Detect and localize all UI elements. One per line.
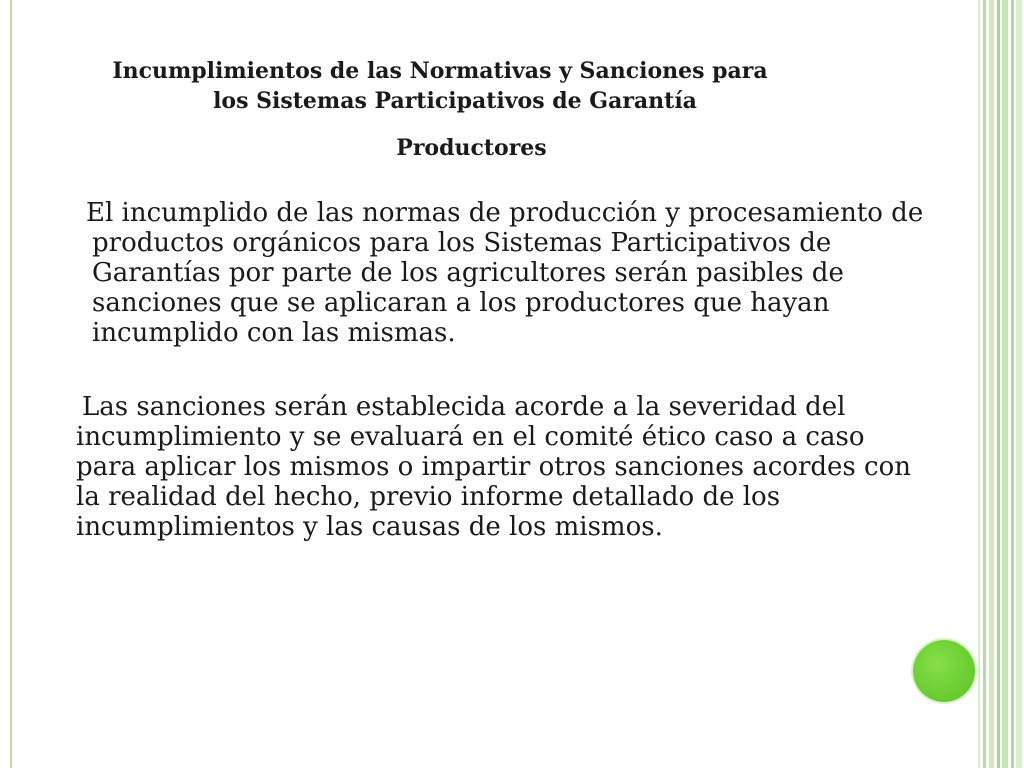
stripe <box>1011 0 1014 768</box>
green-circle-decoration <box>913 640 975 702</box>
stripe <box>989 0 994 768</box>
slide-title <box>60 56 900 116</box>
stripe <box>983 0 986 768</box>
paragraph-productores <box>76 198 936 348</box>
left-border-line <box>10 0 12 768</box>
section-subheading: Productores <box>396 135 547 161</box>
paragraph-2-text: Las sanciones serán establecida acorde a la severidad del incumplimiento y se evaluará en el comité ético caso a caso para aplicar los mismos o impartir otros sanciones acordes con la realidad del hecho, previo informe detallado de los incumplimientos y las causas de los mismos. <box>76 392 911 542</box>
paragraph-sanciones <box>76 392 921 542</box>
stripe <box>1016 0 1022 768</box>
stripe <box>1002 0 1008 768</box>
right-decorative-stripes <box>978 0 1024 768</box>
paragraph-1-text: El incumplido de las normas de producción y procesamiento de productos orgánicos para los Sistemas Participativos de Garantías por parte de los agricultores serán pasibles de sanciones que se aplicaran a los productores que hayan incumplido con las mismas. <box>86 198 924 348</box>
title-line-1: Incumplimientos de las Normativas y Sanciones para <box>112 58 768 84</box>
stripe <box>997 0 1000 768</box>
title-line-2: los Sistemas Participativos de Garantía <box>213 88 697 114</box>
stripe <box>978 0 980 768</box>
